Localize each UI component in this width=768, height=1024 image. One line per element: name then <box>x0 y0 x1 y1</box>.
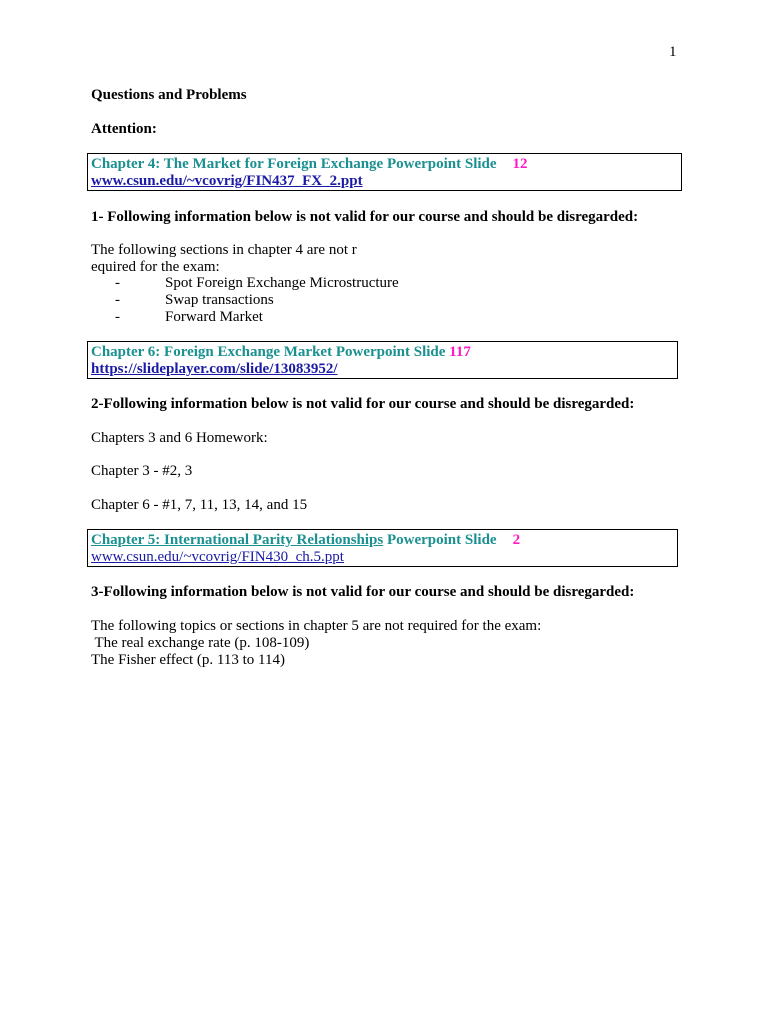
page-number: 1 <box>669 44 677 60</box>
chapter6-link[interactable]: https://slideplayer.com/slide/13083952/ <box>91 361 338 377</box>
homework-chapter6: Chapter 6 - #1, 7, 11, 13, 14, and 15 <box>91 497 308 513</box>
list-item: - Spot Foreign Exchange Microstructure <box>115 275 399 291</box>
chapter5-title-link[interactable]: Chapter 5: International Parity Relationships <box>91 532 384 548</box>
homework-heading: Chapters 3 and 6 Homework: <box>91 430 268 446</box>
chapter5-link[interactable]: www.csun.edu/~vcovrig/FIN430_ch.5.ppt <box>91 549 344 565</box>
chapter5-title-rest: Powerpoint Slide <box>383 532 497 548</box>
chapter4-link[interactable]: www.csun.edu/~vcovrig/FIN437_FX_2.ppt <box>91 173 363 189</box>
section3-line2: The real exchange rate (p. 108-109) <box>91 635 310 651</box>
chapter4-title: Chapter 4: The Market for Foreign Exchange Powerpoint Slide <box>91 156 497 172</box>
list-item: - Swap transactions <box>115 292 274 308</box>
section3-line3: The Fisher effect (p. 113 to 114) <box>91 652 285 668</box>
chapter6-title-line <box>91 344 471 361</box>
page-heading: Questions and Problems <box>91 87 247 103</box>
chapter6-title: Chapter 6: Foreign Exchange Market Powerpoint Slide <box>91 344 446 360</box>
notice-2: 2-Following information below is not valid for our course and should be disregarded: <box>91 396 635 412</box>
notice-3: 3-Following information below is not valid for our course and should be disregarded: <box>91 584 635 600</box>
chapter5-slide-number: 2 <box>512 532 521 548</box>
list-item: - Forward Market <box>115 309 263 325</box>
section1-line2: equired for the exam: <box>91 259 220 275</box>
homework-chapter3: Chapter 3 - #2, 3 <box>91 463 193 479</box>
notice-1: 1- Following information below is not valid for our course and should be disregarded: <box>91 209 639 225</box>
attention-label: Attention: <box>91 121 157 137</box>
chapter4-title-line <box>91 156 528 173</box>
section3-line1: The following topics or sections in chapter 5 are not required for the exam: <box>91 618 542 634</box>
section1-list <box>115 275 399 326</box>
chapter5-title-line <box>91 532 520 549</box>
section1-line1: The following sections in chapter 4 are not r <box>91 242 357 258</box>
chapter4-slide-number: 12 <box>512 156 528 172</box>
chapter6-slide-number: 117 <box>449 344 471 360</box>
